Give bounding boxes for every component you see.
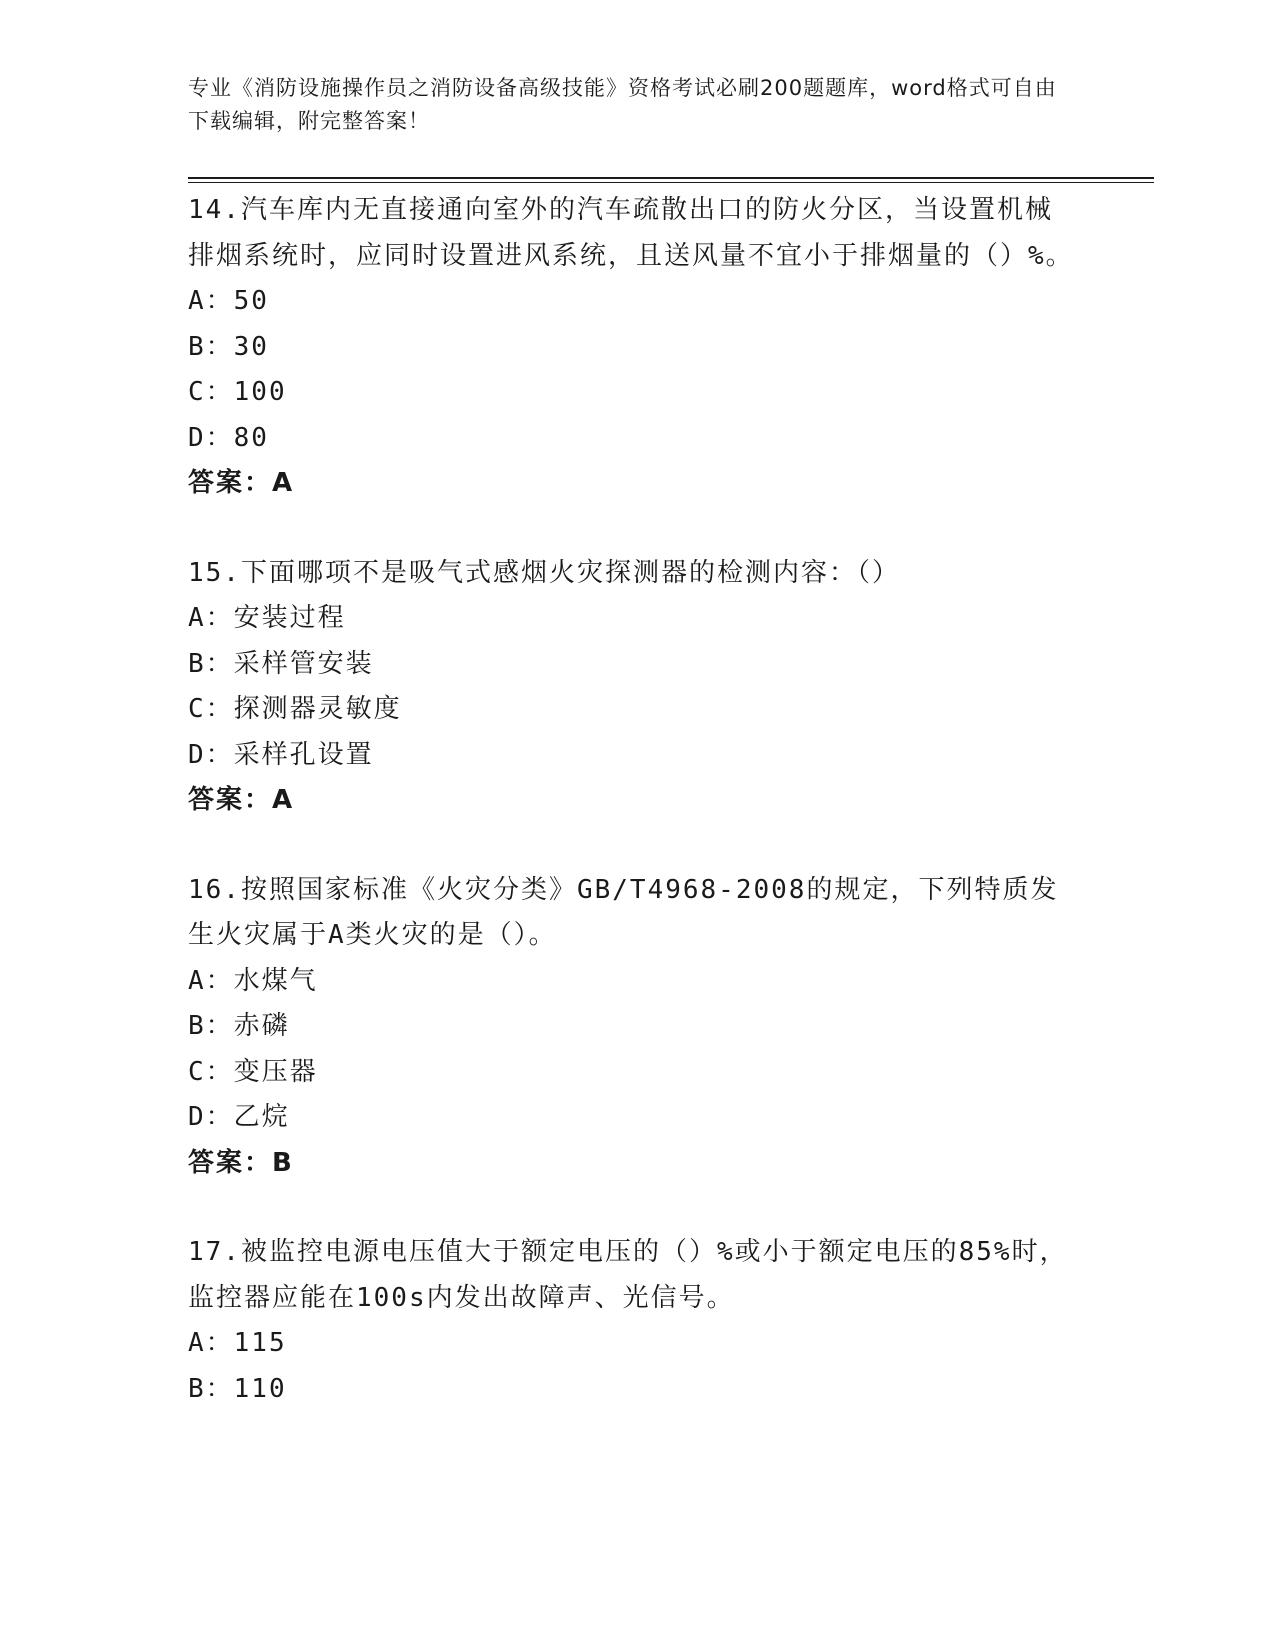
question-list	[188, 188, 1088, 1456]
option-c: C：探测器灵敏度	[188, 694, 402, 724]
answer-line: 答案：B	[188, 1147, 294, 1178]
option-d: D：采样孔设置	[188, 739, 374, 770]
answer-line: 答案：A	[188, 785, 295, 815]
option-a: A：115	[188, 1328, 287, 1358]
option-b: B：采样管安装	[188, 648, 374, 679]
option-a: A：水煤气	[188, 965, 318, 996]
question-16	[188, 868, 1088, 1187]
question-14	[188, 188, 1088, 507]
question-stem: 14.汽车库内无直接通向室外的汽车疏散出口的防火分区，当设置机械排烟系统时，应同时设置进风系统，且送风量不宜小于排烟量的（）%。	[188, 195, 1074, 271]
question-17	[188, 1230, 1088, 1412]
answer-line: 答案：A	[188, 468, 295, 498]
question-stem: 16.按照国家标准《火灾分类》GB/T4968-2008的规定，下列特质发生火灾属于A类火灾的是（）。	[188, 874, 1059, 950]
option-c: C：100	[188, 377, 287, 407]
option-d: D：80	[188, 422, 269, 453]
header-rule-thin	[188, 182, 1154, 183]
option-b: B：30	[188, 331, 269, 362]
question-stem: 17.被监控电源电压值大于额定电压的（）%或小于额定电压的85%时，监控器应能在100s内发出故障声、光信号。	[188, 1237, 1068, 1313]
option-b: B：赤磷	[188, 1011, 290, 1041]
option-a: A：安装过程	[188, 603, 346, 633]
document-header: 专业《消防设施操作员之消防设备高级技能》资格考试必刷200题题库，word格式可自由下载编辑，附完整答案！	[188, 76, 1057, 133]
header-rule-thick	[188, 177, 1154, 179]
option-c: C：变压器	[188, 1056, 318, 1087]
option-a: A：50	[188, 286, 269, 316]
option-d: D：乙烷	[188, 1102, 290, 1132]
question-15	[188, 551, 1088, 824]
option-b: B：110	[188, 1373, 287, 1404]
question-stem: 15.下面哪项不是吸气式感烟火灾探测器的检测内容：（）	[188, 557, 900, 588]
